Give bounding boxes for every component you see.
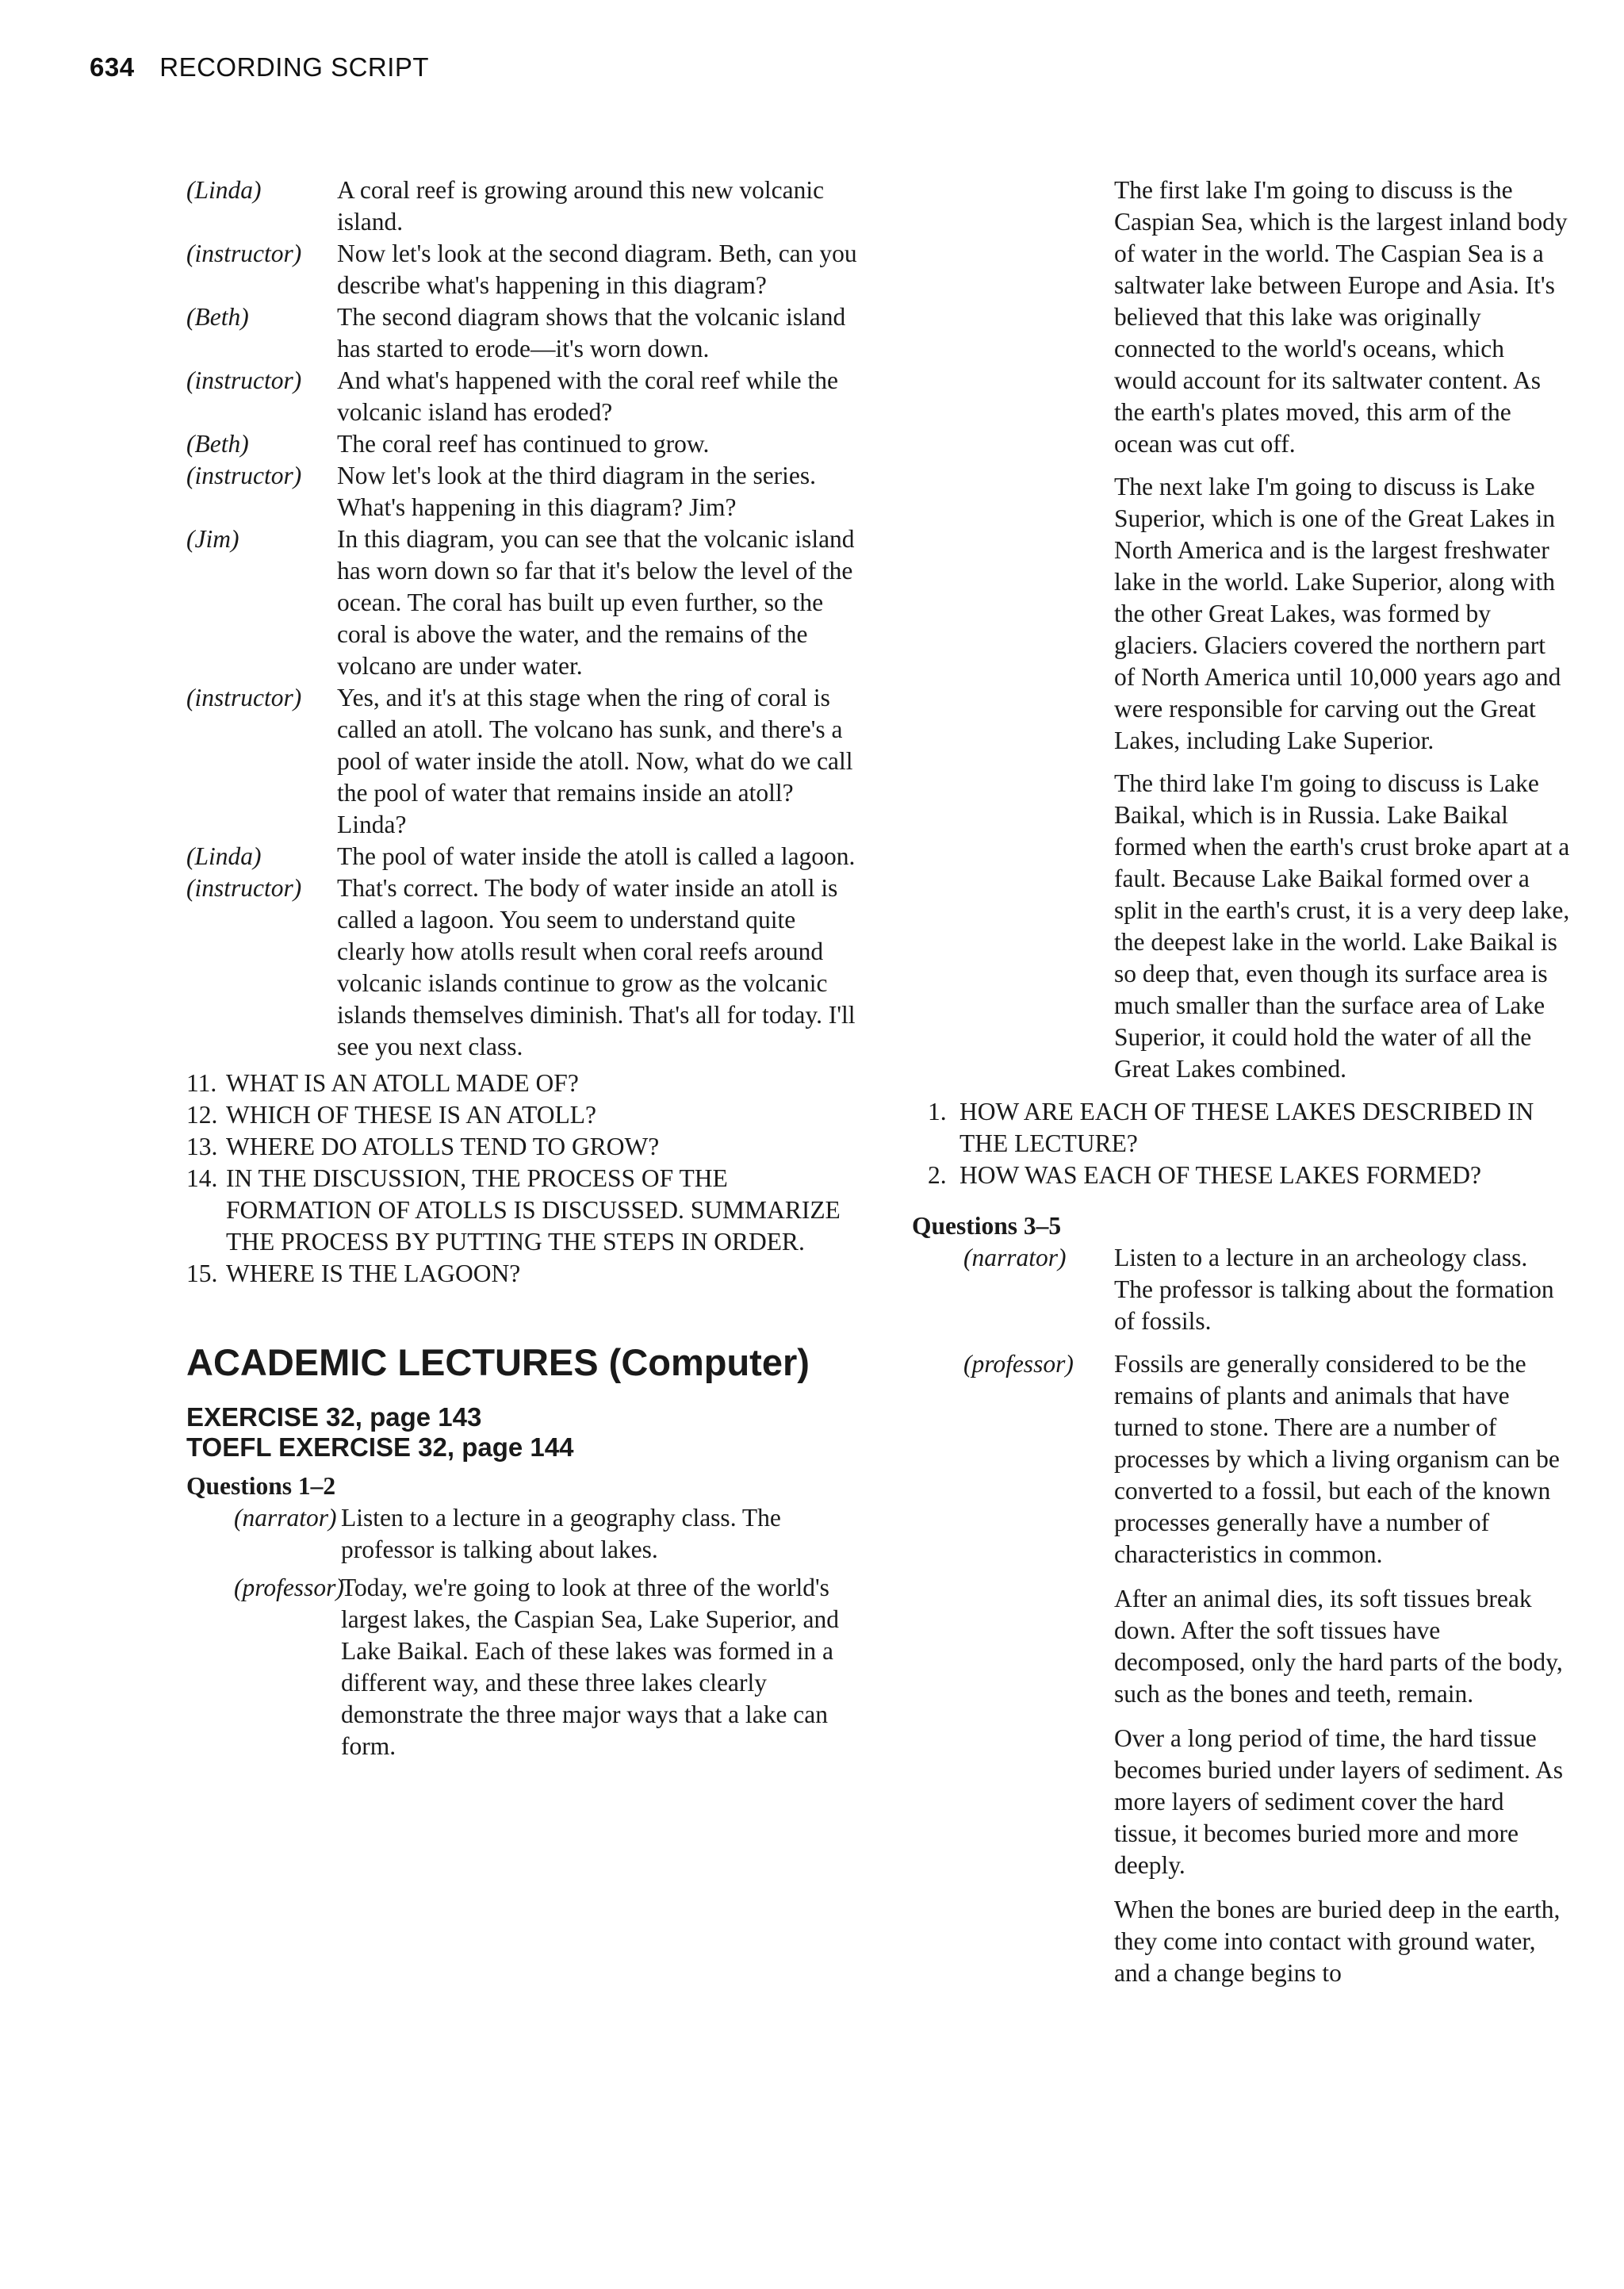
question-text: HOW ARE EACH OF THESE LAKES DESCRIBED IN THE LECTURE? bbox=[959, 1098, 1534, 1157]
speaker-label: (Beth) bbox=[186, 430, 249, 458]
dialogue-line: The pool of water inside the atoll is called a lagoon. bbox=[337, 842, 856, 870]
dialogue-line: Now let's look at the second diagram. Beth, can you describe what's happening in this diagram? bbox=[337, 240, 857, 299]
speaker-label: (instructor) bbox=[186, 874, 302, 902]
professor-block bbox=[912, 1348, 1570, 1989]
page-number: 634 bbox=[90, 52, 135, 82]
question-number: 1. bbox=[928, 1098, 947, 1125]
dialogue-line: Yes, and it's at this stage when the ring of coral is called an atoll. The volcano has sunk, and there's a pool of water inside the atoll. Now, what do we call the pool of water that remains inside an atoll? Linda? bbox=[337, 684, 853, 838]
question-item bbox=[186, 1099, 860, 1131]
speaker-label: (professor) bbox=[234, 1574, 344, 1601]
lecture-paragraph: The third lake I'm going to discuss is Lake Baikal, which is in Russia. Lake Baikal formed when the earth's crust broke apart at a fault. Because Lake Baikal formed over a split in the earth's crust, it is a very deep lake, the deepest lake in the world. Lake Baikal is so deep that, even though its surface area is much smaller than the surface area of Lake Superior, it could hold the water of all the Great Lakes combined. bbox=[1114, 769, 1570, 1083]
lake-lecture-continued bbox=[1114, 174, 1570, 1085]
speaker-label: (instructor) bbox=[186, 462, 302, 489]
lecture-paragraph: Over a long period of time, the hard tissue becomes buried under layers of sediment. As more layers of sediment cover the hard tissue, it becomes buried more and more deeply. bbox=[1114, 1724, 1563, 1879]
lecture-paragraph: The next lake I'm going to discuss is Lake Superior, which is one of the Great Lakes in North America and is the largest freshwater lake in the world. Lake Superior, along with the other Great Lakes, was formed by glaciers. Glaciers covered the northern part of North America until 10,000 years ago and were responsible for carving out the Great Lakes, including Lake Superior. bbox=[1114, 473, 1561, 754]
narrator-text: Listen to a lecture in an archeology class. The professor is talking about the formation of fossils. bbox=[1114, 1244, 1554, 1335]
question-item bbox=[186, 1131, 860, 1163]
speaker-label: (narrator) bbox=[234, 1504, 337, 1532]
atoll-questions bbox=[186, 1068, 860, 1290]
speaker-label: (Linda) bbox=[186, 842, 262, 870]
atoll-dialogue bbox=[186, 174, 860, 1063]
question-number: 11. bbox=[186, 1069, 217, 1097]
speaker-label: (Beth) bbox=[186, 303, 249, 331]
toefl-exercise-reference: TOEFL EXERCISE 32, page 144 bbox=[186, 1432, 574, 1462]
question-item bbox=[912, 1160, 1570, 1191]
question-text: WHAT IS AN ATOLL MADE OF? bbox=[226, 1069, 579, 1097]
dialogue-line: In this diagram, you can see that the volcanic island has worn down so far that it's below the level of the ocean. The coral has built up even further, so the coral is above the water, and the remains of the volcano are under water. bbox=[337, 525, 855, 680]
question-number: 2. bbox=[928, 1161, 947, 1189]
dialogue-line: The second diagram shows that the volcanic island has started to erode—it's worn down. bbox=[337, 303, 846, 362]
dialogue-line: A coral reef is growing around this new volcanic island. bbox=[337, 176, 825, 236]
lake-questions bbox=[912, 1096, 1570, 1191]
question-text: WHERE IS THE LAGOON? bbox=[226, 1260, 521, 1287]
speaker-label: (Linda) bbox=[186, 176, 262, 204]
dialogue-line: The coral reef has continued to grow. bbox=[337, 430, 710, 458]
question-item bbox=[186, 1258, 860, 1290]
dialogue-line: And what's happened with the coral reef while the volcanic island has eroded? bbox=[337, 366, 838, 426]
speaker-label: (Jim) bbox=[186, 525, 239, 553]
professor-block bbox=[186, 1572, 860, 1762]
question-number: 12. bbox=[186, 1101, 218, 1129]
question-item bbox=[186, 1068, 860, 1099]
speaker-label: (instructor) bbox=[186, 684, 302, 711]
question-number: 13. bbox=[186, 1133, 218, 1160]
running-title: RECORDING SCRIPT bbox=[159, 52, 430, 82]
speaker-label: (narrator) bbox=[963, 1244, 1067, 1271]
dialogue-line: Now let's look at the third diagram in the series. What's happening in this diagram? Jim? bbox=[337, 462, 817, 521]
narrator-block bbox=[912, 1242, 1570, 1337]
left-column bbox=[186, 174, 860, 1762]
lecture-paragraph: Fossils are generally considered to be the remains of plants and animals that have turned to stone. There are a number of processes by which a living organism can be converted to a fossil, but each of the known processes generally have a number of characteristics in common. bbox=[1114, 1350, 1560, 1568]
question-text: WHERE DO ATOLLS TEND TO GROW? bbox=[226, 1133, 660, 1160]
lecture-paragraph: The first lake I'm going to discuss is the Caspian Sea, which is the largest inland body of water in the world. The Caspian Sea is a saltwater lake between Europe and Asia. It's believed that this lake was originally connected to the world's oceans, which would account for its saltwater content. As the earth's plates moved, this arm of the ocean was cut off. bbox=[1114, 176, 1568, 458]
questions-heading: Questions 3–5 bbox=[912, 1212, 1062, 1240]
right-column bbox=[912, 174, 1570, 1989]
exercise-reference: EXERCISE 32, page 143 bbox=[186, 1402, 482, 1432]
speaker-label: (instructor) bbox=[186, 240, 302, 267]
section-title: ACADEMIC LECTURES (Computer) bbox=[186, 1341, 810, 1383]
speaker-label: (instructor) bbox=[186, 366, 302, 394]
question-text: WHICH OF THESE IS AN ATOLL? bbox=[226, 1101, 596, 1129]
professor-text: Today, we're going to look at three of the world's largest lakes, the Caspian Sea, Lake Superior, and Lake Baikal. Each of these lakes was formed in a different way, and these three lakes clearly demonstrate the three major ways that a lake can form. bbox=[341, 1574, 839, 1760]
question-number: 15. bbox=[186, 1260, 218, 1287]
professor-paragraphs bbox=[1114, 1348, 1570, 1989]
lecture-paragraph: When the bones are buried deep in the earth, they come into contact with ground water, and a change begins to bbox=[1114, 1896, 1561, 1987]
question-text: IN THE DISCUSSION, THE PROCESS OF THE FORMATION OF ATOLLS IS DISCUSSED. SUMMARIZE THE PROCESS BY PUTTING THE STEPS IN ORDER. bbox=[226, 1164, 841, 1256]
dialogue-line: That's correct. The body of water inside an atoll is called a lagoon. You seem to understand quite clearly how atolls result when coral reefs around volcanic islands continue to grow as the volcanic islands themselves diminish. That's all for today. I'll see you next class. bbox=[337, 874, 856, 1060]
speaker-label: (professor) bbox=[963, 1350, 1074, 1378]
lecture-paragraph: After an animal dies, its soft tissues break down. After the soft tissues have decomposed, only the hard parts of the body, such as the bones and teeth, remain. bbox=[1114, 1585, 1563, 1708]
narrator-text: Listen to a lecture in a geography class. The professor is talking about lakes. bbox=[341, 1504, 781, 1563]
questions-heading: Questions 1–2 bbox=[186, 1472, 336, 1500]
question-item bbox=[912, 1096, 1570, 1160]
question-number: 14. bbox=[186, 1164, 218, 1192]
narrator-block bbox=[186, 1502, 860, 1566]
question-text: HOW WAS EACH OF THESE LAKES FORMED? bbox=[959, 1161, 1482, 1189]
question-item bbox=[186, 1163, 860, 1258]
page-header bbox=[90, 52, 429, 82]
